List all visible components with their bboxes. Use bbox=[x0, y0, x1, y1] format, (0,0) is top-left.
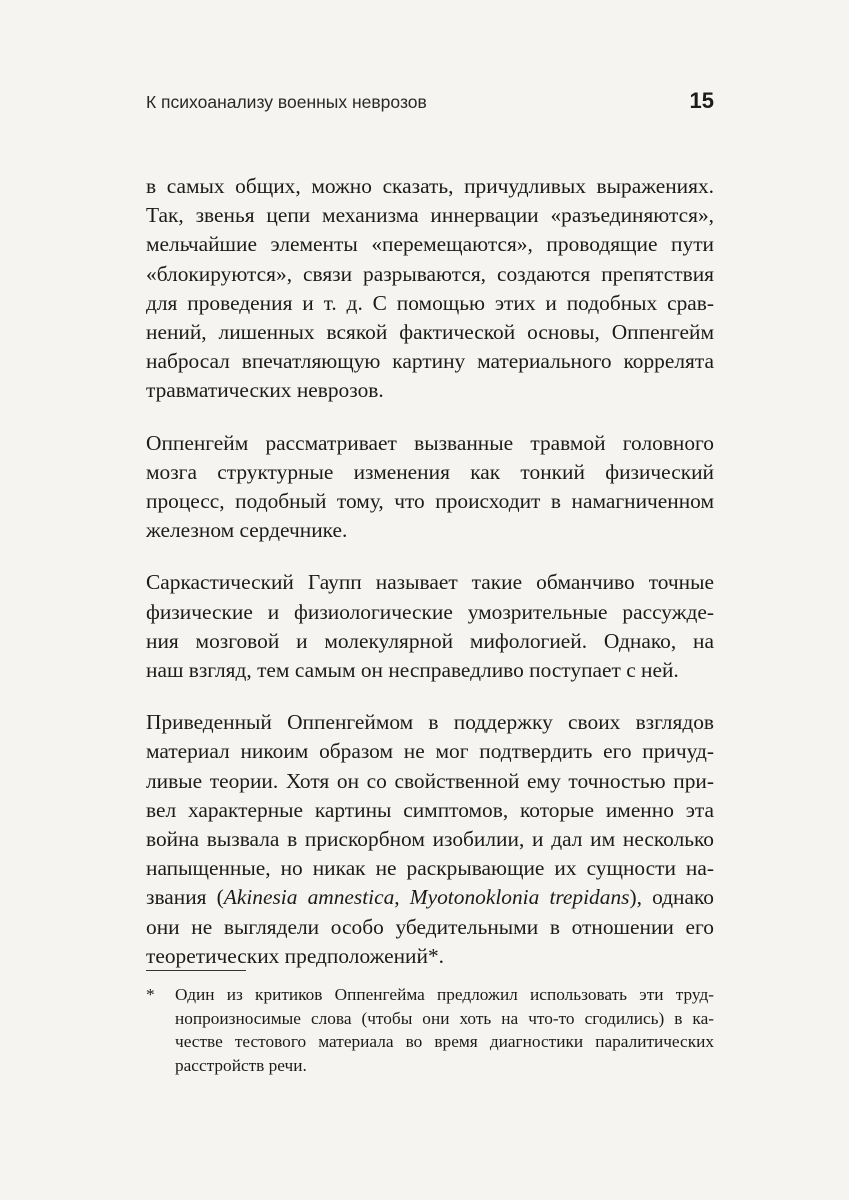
footnote-line: нопроизносимые слова (чтобы они хоть на что-то сгодились) в ка- bbox=[175, 1008, 714, 1028]
latin-term-myotonoklonia: Myotonoklonia trepidans bbox=[409, 885, 630, 910]
text-line: теоретических предположений*. bbox=[146, 943, 444, 968]
footnote-marker: * bbox=[146, 985, 155, 1004]
paragraph-3 bbox=[146, 568, 714, 685]
text-line: ния мозговой и молекулярной мифологией. Однако, на bbox=[146, 628, 714, 653]
text-line: война вызвала в прискорбном изобилии, и дал им несколько bbox=[146, 827, 714, 852]
text-line: ливые теории. Хотя он со свойственной ему точностью при- bbox=[146, 768, 714, 793]
footnote-text bbox=[175, 983, 714, 1077]
page-number: 15 bbox=[689, 88, 714, 113]
footnote-line: Один из критиков Оппенгейма предложил использовать эти труд- bbox=[175, 985, 714, 1004]
text-line: процесс, подобный тому, что происходит в намагниченном bbox=[146, 489, 714, 514]
text-line: набросал впечатляющую картину материального коррелята bbox=[146, 349, 714, 374]
text-line: они не выглядели особо убедительными в отношении его bbox=[146, 914, 714, 939]
text-line: для проведения и т. д. С помощью этих и подобных срав- bbox=[146, 290, 714, 315]
text-line: Саркастический Гаупп называет такие обманчиво точные bbox=[146, 570, 714, 595]
text-line: нений, лишенных всякой фактической основы, Оппенгейм bbox=[146, 320, 714, 345]
text-line: железном сердечнике. bbox=[146, 518, 348, 543]
text-run: звания ( bbox=[146, 885, 224, 910]
text-run: ), однако bbox=[629, 885, 714, 910]
footnote-divider bbox=[146, 970, 246, 971]
text-line: напыщенные, но никак не раскрывающие их сущности на- bbox=[146, 856, 714, 881]
text-line: наш взгляд, тем самым он несправедливо поступает с ней. bbox=[146, 658, 679, 683]
footnote-line: расстройств речи. bbox=[175, 1055, 307, 1075]
text-line: вел характерные картины симптомов, которые именно эта bbox=[146, 797, 714, 822]
paragraph-4 bbox=[146, 708, 714, 971]
text-line: мельчайшие элементы «перемещаются», проводящие пути bbox=[146, 232, 714, 257]
text-line: Оппенгейм рассматривает вызванные травмой головного bbox=[146, 430, 714, 455]
text-line: «блокируются», связи разрываются, создаются препятствия bbox=[146, 261, 714, 286]
body-text bbox=[146, 172, 714, 971]
text-line: в самых общих, можно сказать, причудливых выражениях. bbox=[146, 174, 714, 198]
text-line: травматических неврозов. bbox=[146, 378, 384, 403]
text-line: мозга структурные изменения как тонкий физический bbox=[146, 459, 714, 484]
text-line: физические и физиологические умозрительные рассужде- bbox=[146, 599, 714, 624]
text-line: материал никоим образом не мог подтвердить его причуд- bbox=[146, 739, 714, 764]
text-line: Приведенный Оппенгеймом в поддержку своих взглядов bbox=[146, 710, 714, 735]
text-run: , bbox=[394, 885, 410, 910]
text-line-with-italics bbox=[146, 883, 714, 912]
paragraph-1 bbox=[146, 172, 714, 406]
latin-term-akinesia: Akinesia amnestica bbox=[223, 885, 395, 910]
footnote-line: честве тестового материала во время диагностики паралитических bbox=[175, 1032, 714, 1052]
text-line: Так, звенья цепи механизма иннервации «разъединяются», bbox=[146, 203, 714, 228]
running-head: К психоанализу военных неврозов bbox=[146, 92, 427, 112]
footnote bbox=[146, 983, 714, 1077]
paragraph-2 bbox=[146, 429, 714, 546]
